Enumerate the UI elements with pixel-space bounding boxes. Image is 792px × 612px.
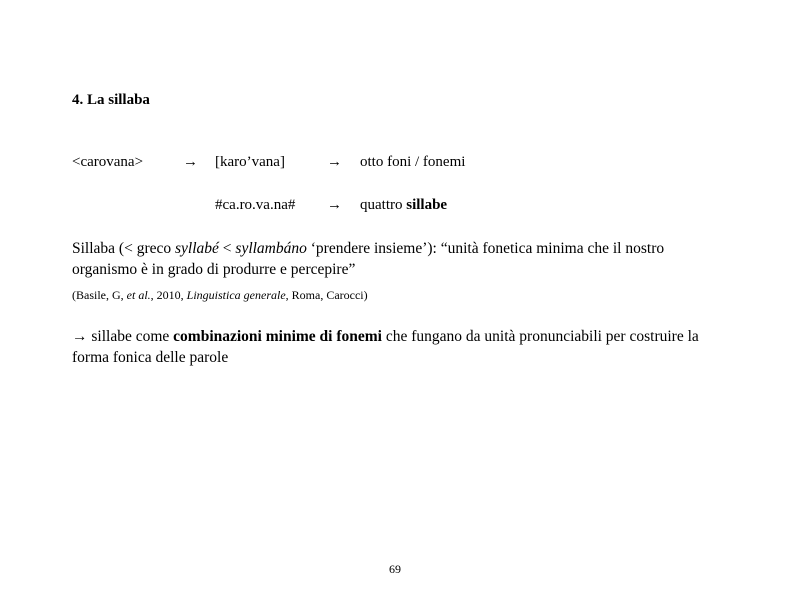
page-number: 69 — [389, 562, 401, 576]
greek-term-syllambano: syllambáno — [235, 240, 307, 257]
syllable-count-bold: sillabe — [406, 197, 448, 213]
conclusion-text: sillabe come — [87, 328, 174, 345]
greek-term-syllabe: syllabé — [175, 240, 219, 257]
phoneme-count: otto foni / fonemi — [360, 154, 466, 170]
syllable-definition — [72, 238, 732, 280]
citation — [72, 288, 368, 303]
conclusion-paragraph — [72, 326, 732, 368]
definition-text: < — [218, 240, 236, 257]
phonetic-form: [karo’vana] — [215, 154, 285, 170]
syllable-count-prefix: quattro — [360, 197, 407, 213]
section-heading: 4. La sillaba — [72, 92, 150, 108]
right-arrow-icon: → — [72, 328, 88, 345]
right-arrow-icon: → — [327, 197, 342, 213]
conclusion-bold-phrase: combinazioni minime di fonemi — [173, 328, 382, 345]
syllabified-form: #ca.ro.va.na# — [215, 197, 296, 213]
definition-text: ‘prendere insieme’): “unità fonetica minima che il nostro organismo è in grado di produrre e percepire” — [72, 240, 665, 278]
orthographic-form: <carovana> — [72, 154, 144, 170]
definition-text: Sillaba (< greco — [72, 240, 175, 257]
citation-etal: et al. — [126, 288, 151, 302]
citation-text: (Basile, G, — [72, 288, 127, 302]
right-arrow-icon: → — [327, 154, 342, 170]
syllable-count — [360, 197, 447, 214]
citation-book-title: Linguistica generale — [186, 288, 286, 302]
citation-text: , 2010, — [150, 288, 187, 302]
right-arrow-icon: → — [183, 154, 198, 170]
conclusion-text: che fungano da unità pronunciabili per costruire la forma fonica delle parole — [72, 328, 699, 366]
citation-text: , Roma, Carocci) — [285, 288, 368, 302]
